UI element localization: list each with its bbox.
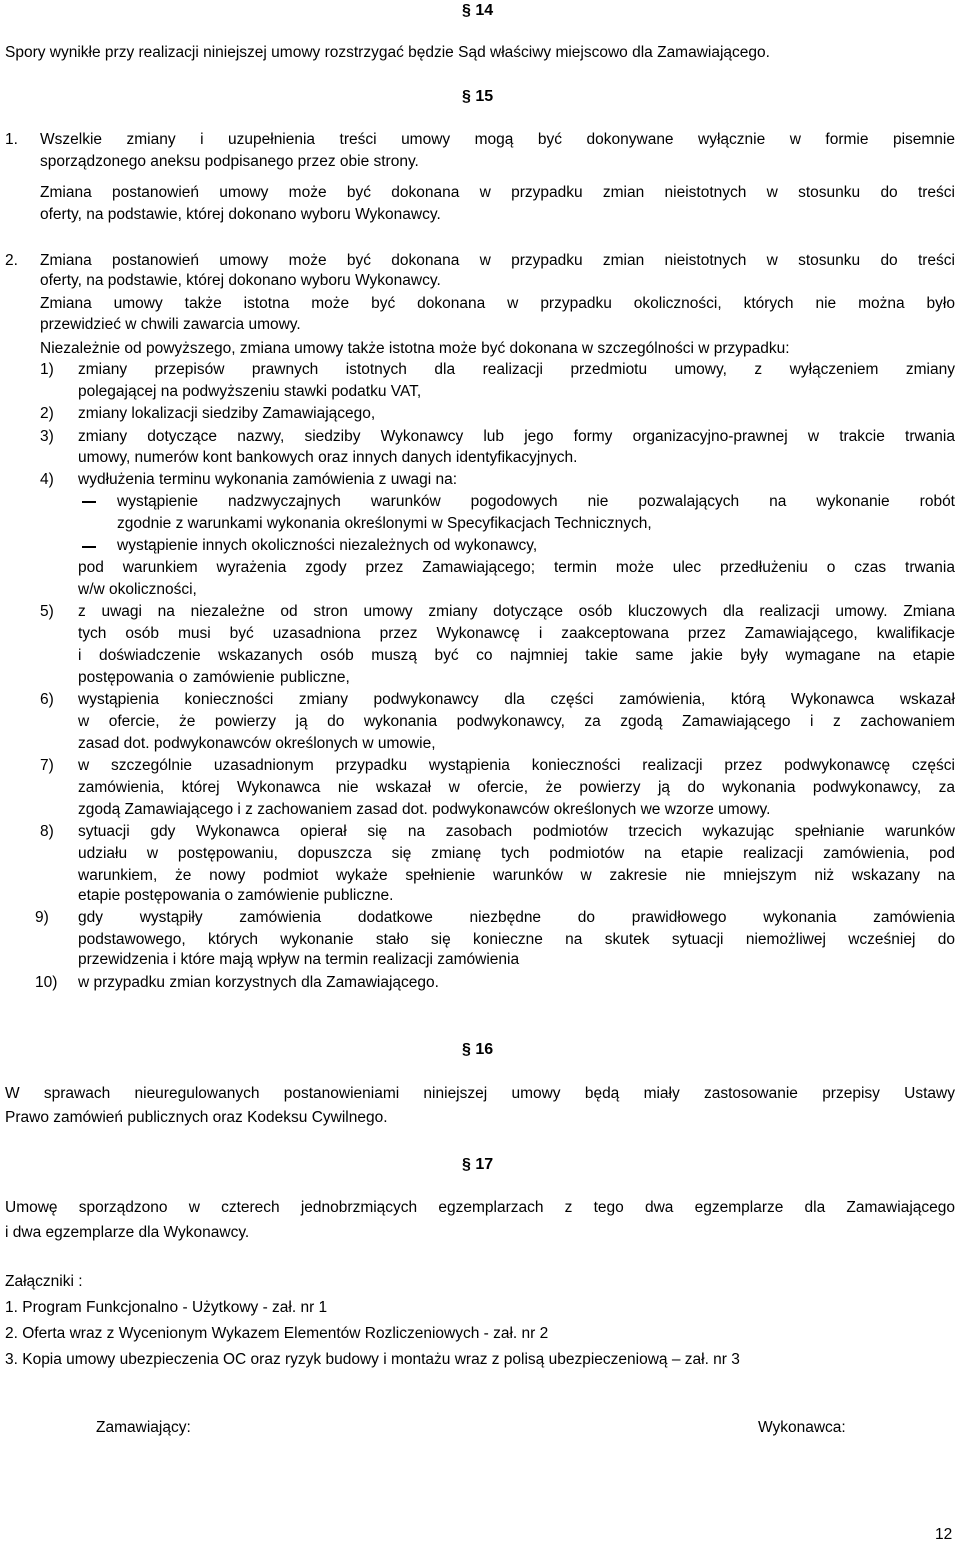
paragraph-line: przewidzieć w chwili zawarcia umowy. bbox=[40, 316, 301, 333]
section-15-heading: § 15 bbox=[462, 88, 494, 105]
section-14-text: Spory wynikłe przy realizacji niniejszej umowy rozstrzygać będzie Sąd właściwy miejscowo dla Zamawiającego. bbox=[5, 44, 770, 61]
item-line: zmiany lokalizacji siedziby Zamawiającego, bbox=[78, 405, 376, 422]
item-number: 3) bbox=[40, 428, 54, 445]
item-line: zmiany dotyczące nazwy, siedziby Wykonawcy lub jego formy organizacyjno-prawnej w trakcie trwania bbox=[78, 428, 955, 445]
item-line: polegającej na podwyższeniu stawki podatku VAT, bbox=[78, 383, 422, 400]
attachment-item: 2. Oferta wraz z Wycenionym Wykazem Elementów Rozliczeniowych - zał. nr 2 bbox=[5, 1325, 549, 1342]
item-line: warunkiem, że nowy podmiot wykaże spełnienie warunków w zakresie nie mniejszym niż wskazany na bbox=[78, 867, 955, 884]
paragraph-line: Zmiana postanowień umowy może być dokonana w przypadku zmian nieistotnych w stosunku do treści bbox=[40, 252, 955, 269]
dash-bullet-icon bbox=[82, 501, 96, 503]
item-line: w przypadku zmian korzystnych dla Zamawiającego. bbox=[78, 974, 439, 991]
item-line: etapie postępowania o zamówienie publiczne. bbox=[78, 887, 394, 904]
item-line: w szczególnie uzasadnionym przypadku wystąpienia konieczności realizacji przez podwykonawcę części bbox=[78, 757, 955, 774]
item-line: gdy wystąpiły zamówienia dodatkowe niezbędne do prawidłowego wykonania zamówienia bbox=[78, 909, 955, 926]
item-line: podstawowego, których wykonanie stało się konieczne na skutek sytuacji niemożliwej wcześniej do bbox=[78, 931, 955, 948]
paragraph-line: Zmiana umowy także istotna może być dokonana w przypadku okoliczności, których nie można było bbox=[40, 295, 955, 312]
paragraph-line: Wszelkie zmiany i uzupełnienia treści umowy mogą być dokonywane wyłącznie w formie pisemnie bbox=[40, 131, 955, 148]
item-line: zgodą Zamawiającego i z zachowaniem zasad dot. podwykonawców określonych we wzorze umowy. bbox=[78, 801, 771, 818]
item-line: wydłużenia terminu wykonania zamówienia z uwagi na: bbox=[78, 471, 458, 488]
page-number: 12 bbox=[935, 1526, 953, 1543]
paragraph-line: Niezależnie od powyższego, zmiana umowy także istotna może być dokonana w szczególności w przypadku: bbox=[40, 340, 790, 357]
item-line: postępowania o zamówienie publiczne, bbox=[78, 669, 350, 686]
item-line: wystąpienia konieczności zmiany podwykonawcy dla części zamówienia, którą Wykonawca wskazał bbox=[78, 691, 955, 708]
item-line: tych osób musi być uzasadniona przez Wykonawcę i zaakceptowana przez Zamawiającego, kwalifikacje bbox=[78, 625, 955, 642]
item-line: zamówienia, której Wykonawca nie wskazał w ofercie, że powierzy ją do wykonania podwykonawcy, za bbox=[78, 779, 955, 796]
paragraph-line: sporządzonego aneksu podpisanego przez obie strony. bbox=[40, 153, 419, 170]
item-number: 4) bbox=[40, 471, 54, 488]
item-line: w/w okoliczności, bbox=[78, 581, 197, 598]
section-17-heading: § 17 bbox=[462, 1156, 494, 1173]
item-subline: wystąpienie nadzwyczajnych warunków pogodowych nie pozwalających na wykonanie robót bbox=[117, 493, 955, 510]
signature-contracting-party: Zamawiający: bbox=[96, 1419, 191, 1436]
item-line: pod warunkiem wyrażenia zgody przez Zamawiającego; termin może ulec przedłużeniu o czas trwania bbox=[78, 559, 955, 576]
item-line: zasad dot. podwykonawców określonych w umowie, bbox=[78, 735, 436, 752]
section-16-heading: § 16 bbox=[462, 1041, 494, 1058]
section-17-line: Umowę sporządzono w czterech jednobrzmiących egzemplarzach z tego dwa egzemplarze dla Zamawiającego bbox=[5, 1199, 955, 1216]
attachment-item: 1. Program Funkcjonalno - Użytkowy - zał. nr 1 bbox=[5, 1299, 328, 1316]
item-line: sytuacji gdy Wykonawca opierał się na zasobach podmiotów trzecich wykazując spełnianie warunków bbox=[78, 823, 955, 840]
item-number: 7) bbox=[40, 757, 54, 774]
item-line: udziału w postępowaniu, dopuszcza się zmianę tych podmiotów na etapie realizacji zamówienia, pod bbox=[78, 845, 955, 862]
item-subline: zgodnie z warunkami wykonania określonymi w Specyfikacjach Technicznych, bbox=[117, 515, 652, 532]
section-16-line: Prawo zamówień publicznych oraz Kodeksu Cywilnego. bbox=[5, 1109, 388, 1126]
item-line: zmiany przepisów prawnych istotnych dla realizacji przedmiotu umowy, z wyłączeniem zmiany bbox=[78, 361, 955, 378]
paragraph-line: Zmiana postanowień umowy może być dokonana w przypadku zmian nieistotnych w stosunku do treści bbox=[40, 184, 955, 201]
item-subline: wystąpienie innych okoliczności niezależnych od wykonawcy, bbox=[117, 537, 538, 554]
paragraph-number: 1. bbox=[5, 131, 18, 148]
section-14-heading: § 14 bbox=[462, 2, 494, 19]
section-17-line: i dwa egzemplarze dla Wykonawcy. bbox=[5, 1224, 250, 1241]
item-number: 5) bbox=[40, 603, 54, 620]
section-16-line: W sprawach nieuregulowanych postanowieniami niniejszej umowy będą miały zastosowanie przepisy Ustawy bbox=[5, 1085, 955, 1102]
item-number: 10) bbox=[35, 974, 58, 991]
item-number: 2) bbox=[40, 405, 54, 422]
item-number: 8) bbox=[40, 823, 54, 840]
paragraph-line: oferty, na podstawie, której dokonano wyboru Wykonawcy. bbox=[40, 272, 441, 289]
signature-contractor: Wykonawca: bbox=[758, 1419, 846, 1436]
dash-bullet-icon bbox=[82, 546, 96, 548]
item-line: przewidzenia i które mają wpływ na termin realizacji zamówienia bbox=[78, 951, 520, 968]
paragraph-number: 2. bbox=[5, 252, 18, 269]
attachment-item: 3. Kopia umowy ubezpieczenia OC oraz ryzyk budowy i montażu wraz z polisą ubezpieczeniową – zał. nr 3 bbox=[5, 1351, 740, 1368]
item-number: 1) bbox=[40, 361, 54, 378]
item-line: umowy, numerów kont bankowych oraz innych danych identyfikacyjnych. bbox=[78, 449, 578, 466]
paragraph-line: oferty, na podstawie, której dokonano wyboru Wykonawcy. bbox=[40, 206, 441, 223]
item-number: 6) bbox=[40, 691, 54, 708]
attachments-title: Załączniki : bbox=[5, 1273, 83, 1290]
item-number: 9) bbox=[35, 909, 49, 926]
item-line: i doświadczenie wskazanych osób muszą być co najmniej takie same jakie były wymagane na etapie bbox=[78, 647, 955, 664]
item-line: z uwagi na niezależne od stron umowy zmiany dotyczące osób kluczowych dla realizacji umowy. Zmiana bbox=[78, 603, 955, 620]
item-line: w ofercie, że powierzy ją do wykonania podwykonawcy, za zgodą Zamawiającego i z zachowaniem bbox=[78, 713, 955, 730]
